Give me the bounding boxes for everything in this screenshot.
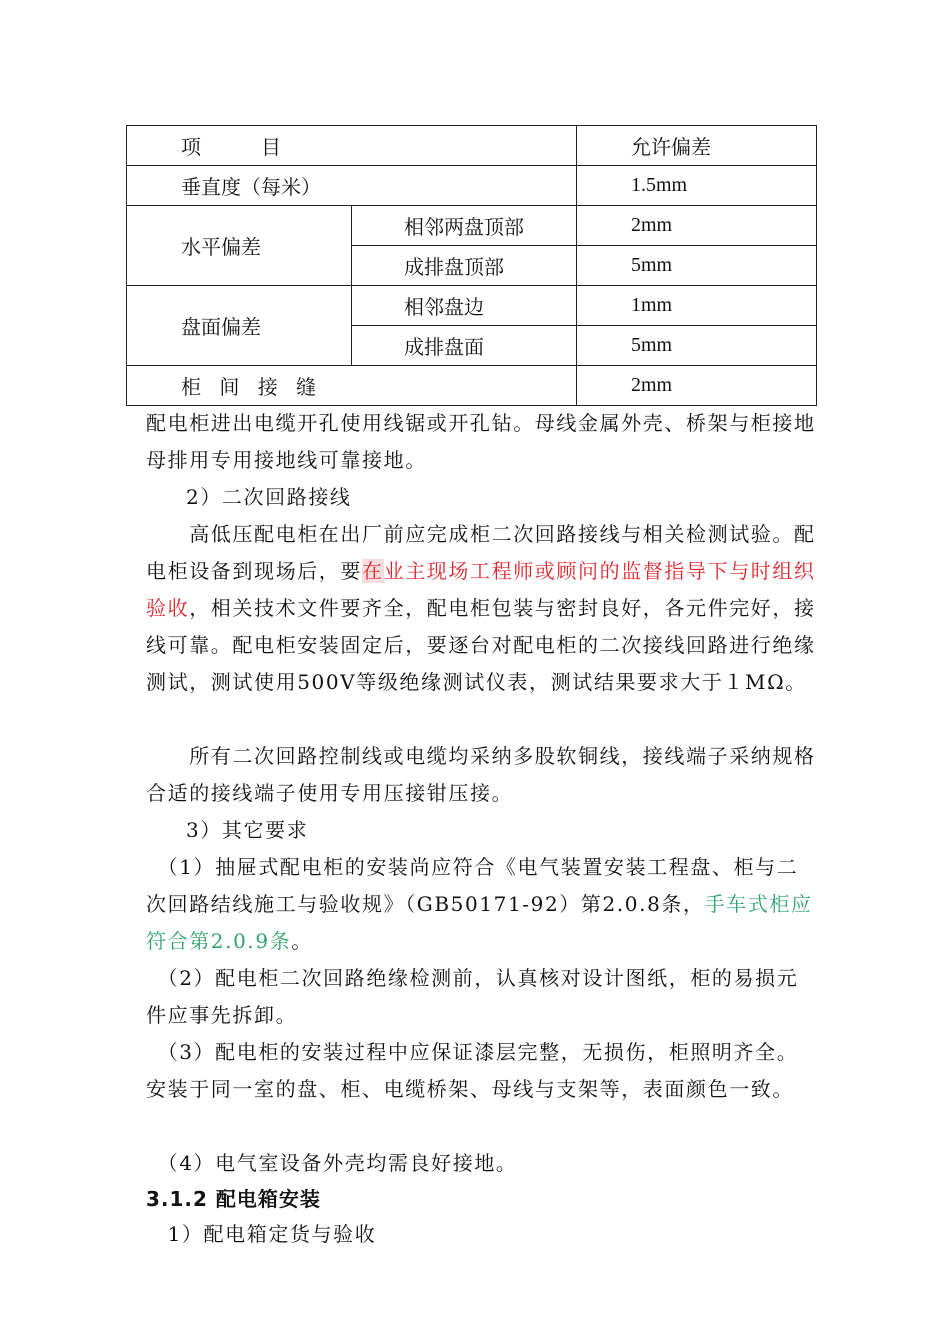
row-label: 垂直度（每米） [127,166,577,206]
paragraph-requirement-2: （2）配电柜二次回路绝缘检测前，认真核对设计图纸，柜的易损元件应事先拆卸。 [146,966,799,1027]
table-row [127,366,817,406]
paragraph-requirement-3: （3）配电柜的安装过程中应保证漆层完整，无损伤，柜照明齐全。安装于同一室的盘、柜、电缆桥架、母线与支架等，表面颜色一致。 [146,1040,799,1101]
highlighted-text: 业主现场工程师或顾问的监督指导下与时组织验收 [146,559,816,620]
row-label: 柜 间 接 缝 [127,366,577,406]
row-value: 1mm [577,286,817,326]
paragraph-requirement-4: （4）电气室设备外壳均需良好接地。 [146,1151,518,1175]
header-tolerance: 允许偏差 [577,126,817,166]
row-value: 2mm [577,366,817,406]
header-item: 项 目 [127,126,577,166]
paragraph-requirement-1 [146,849,816,960]
sub-label: 成排盘面 [352,326,577,366]
sub-label: 相邻两盘顶部 [352,206,577,246]
text-run: 高低压配电柜在出厂前应完成柜二次回路接线与相关检测试验。配电柜设备到现场后，要 [146,522,816,583]
text-run: 。 [291,929,313,953]
table-header-row [127,126,817,166]
subheading-secondary-wiring: 2）二次回路接线 [186,485,352,509]
paragraph-box-ordering: 1）配电箱定货与验收 [146,1222,377,1246]
sub-label: 相邻盘边 [352,286,577,326]
sub-label: 成排盘顶部 [352,246,577,286]
row-value: 1.5mm [577,166,817,206]
text-run: （1）抽屉式配电柜的安装尚应符合《电气装置安装工程盘、柜与二次回路结线施工与验收规》（GB50171-92）第2.0.8条， [146,855,799,916]
text-run: ，相关技术文件要齐全，配电柜包装与密封良好，各元件完好，接线可靠。配电柜安装固定后，要逐台对配电柜的二次接线回路进行绝缘测试，测试使用500V等级绝缘测试仪表，测试结果要求大于１MΩ。 [146,596,816,694]
table-row [127,166,817,206]
subheading-other-requirements: 3）其它要求 [186,818,309,842]
paragraph-secondary-wiring [146,516,816,701]
section-heading: 3.1.2 配电箱安装 [146,1187,321,1211]
highlighted-text: 手车式柜应符合第2.0.9条 [146,892,813,953]
table-row [127,286,817,326]
group-label: 水平偏差 [127,206,352,286]
table-row [127,206,817,246]
paragraph-grounding: 配电柜进出电缆开孔使用线锯或开孔钻。母线金属外壳、桥架与柜接地母排用专用接地线可靠接地。 [146,411,816,472]
row-value: 5mm [577,326,817,366]
row-value: 2mm [577,206,817,246]
paragraph-copper-wire: 所有二次回路控制线或电缆均采纳多股软铜线，接线端子采纳规格合适的接线端子使用专用压接钳压接。 [146,744,816,805]
highlighted-text: 在 [362,559,384,583]
tolerance-table [126,125,817,406]
group-label: 盘面偏差 [127,286,352,366]
row-value: 5mm [577,246,817,286]
